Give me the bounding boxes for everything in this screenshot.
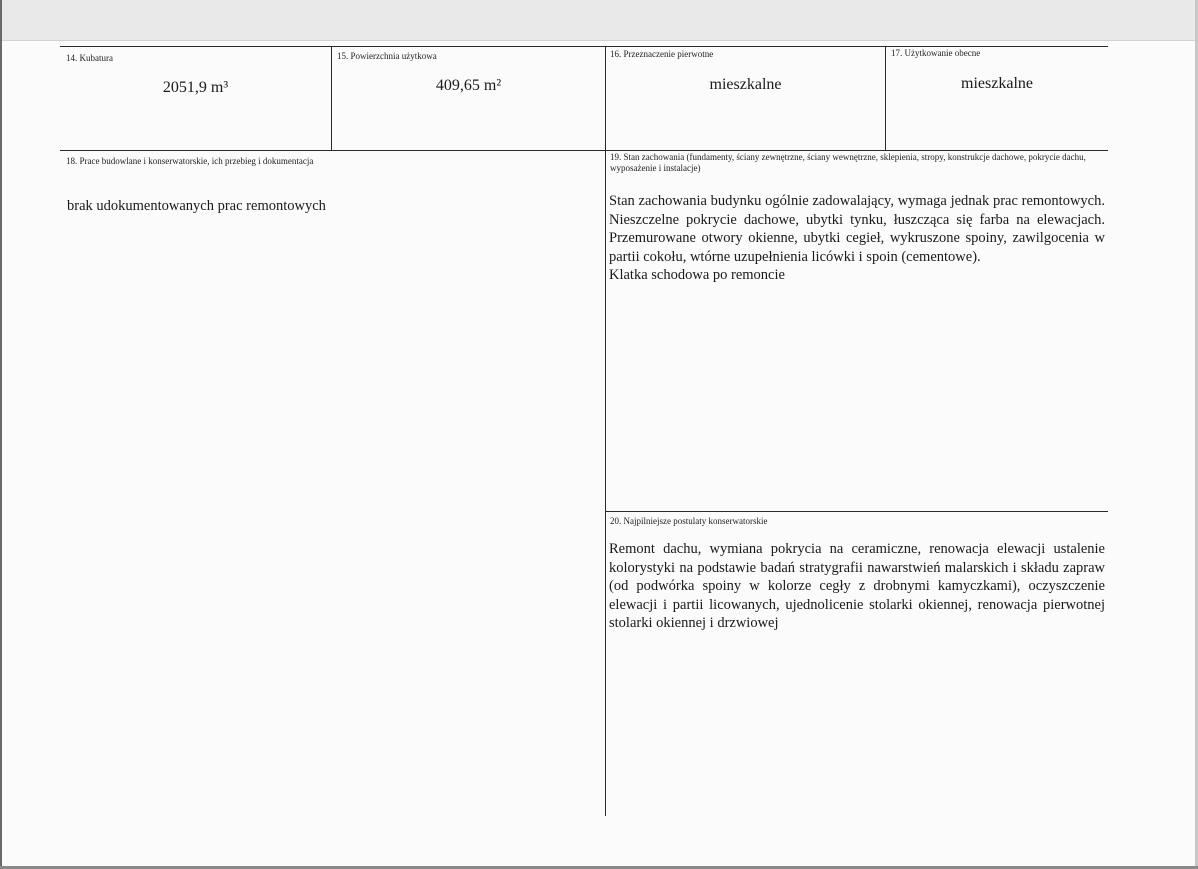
box20-top-line: [606, 511, 1108, 512]
stan-text-block: [609, 192, 1105, 285]
row1-bottom-line: [60, 150, 1108, 151]
divider-15-16: [605, 46, 606, 816]
divider-14-15: [331, 46, 332, 150]
prace-value: brak udokumentowanych prac remontowych: [67, 198, 326, 214]
stan-label: 19. Stan zachowania (fundamenty, ściany zewnętrzne, ściany wewnętrzne, sklepienia, stropy, konstrukcje dachowe, pokrycie dachu, wyposażenie i instalacje): [610, 152, 1086, 173]
prace-label: 18. Prace budowlane i konserwatorskie, ich przebieg i dokumentacja: [66, 156, 314, 166]
divider-16-17: [885, 46, 886, 150]
postulaty-text: Remont dachu, wymiana pokrycia na ceramiczne, renowacja elewacji ustalenie kolorystyki na podstawie badań stratygrafii nawarstwień malarskich i składu zapraw (od podwórka spoiny w kolorze cegły z drobnymi kamyczkami), oczyszczenie elewacji i partii licowanych, ujednolicenie stolarki okiennej, renowacja pierwotnej stolarki okiennej i drzwiowej: [609, 541, 1105, 631]
postulaty-text-block: [609, 540, 1105, 633]
powierzchnia-label: 15. Powierzchnia użytkowa: [337, 51, 437, 61]
uzytkowanie-value: mieszkalne: [961, 75, 1033, 92]
stan-text-2: Klatka schodowa po remoncie: [609, 267, 785, 283]
scan-left-edge: [0, 0, 2, 869]
scan-top-band: [0, 0, 1198, 41]
row1-top-line: [60, 46, 1108, 47]
przeznaczenie-label: 16. Przeznaczenie pierwotne: [610, 49, 714, 59]
kubatura-value: 2051,9 m³: [162, 79, 229, 96]
stan-text: Stan zachowania budynku ogólnie zadowalający, wymaga jednak prac remontowych. Nieszczelne pokrycie dachowe, ubytki tynku, łuszcząca się farba na elewacjach. Przemurowane otwory okienne, ubytki cegieł, wykruszone spoiny, zawilgocenia w partii cokołu, wtórne uzupełnienia licówki i spoin (cementowe).: [609, 193, 1105, 265]
powierzchnia-value: 409,65 m²: [435, 77, 502, 94]
przeznaczenie-value: mieszkalne: [709, 76, 782, 93]
uzytkowanie-label: 17. Użytkowanie obecne: [891, 48, 981, 58]
kubatura-label: 14. Kubatura: [66, 53, 113, 63]
postulaty-label: 20. Najpilniejsze postulaty konserwatorskie: [610, 516, 768, 526]
